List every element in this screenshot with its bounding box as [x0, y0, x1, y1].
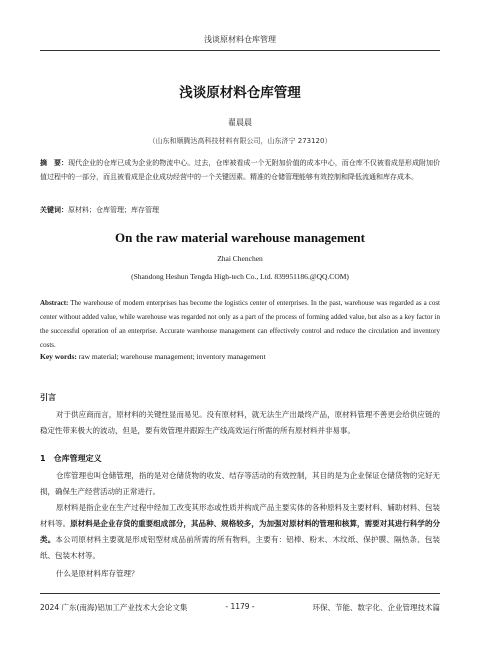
company-materials: 本公司原材料主要就是形成铝型材成品前所需的所有物料，主要有：铝棒、粉末、木纹纸、保护膜、隔热条、包装纸、包装木材等。 [40, 535, 441, 560]
running-head: 浅谈原材料仓库管理 [204, 35, 276, 44]
chinese-abstract-label: 摘 要： [40, 159, 69, 167]
chinese-keywords-text: 原材料；仓库管理；库存管理 [68, 206, 159, 214]
english-keywords [40, 352, 440, 361]
chinese-affiliation: （山东和顺腾达高科技材料有限公司，山东济宁 273120） [148, 137, 332, 145]
footer-section: 环保、节能、数字化、企业管理技术篇 [312, 603, 440, 612]
introduction-paragraph: 对于供应商而言，原材料的关键性显而易见。没有原材料，就无法生产出最终产品，原材料管理不善更会给供应链的稳定性带来极大的波动，但是，要有效管理并跟踪生产线高效运行所需的所有原材料并非易事。 [40, 410, 440, 435]
section-1-heading: 1 仓库管理定义 [40, 454, 102, 463]
page-footer [40, 602, 440, 616]
raw-material-definition: 原材料是指企业在生产过程中经加工改变其形态或性质并构成产品主要实体的各种原料及主要材料、辅助材料、包装材料等。 [40, 503, 440, 528]
english-keywords-label: Key words: [40, 352, 77, 361]
chinese-title: 浅谈原材料仓库管理 [179, 85, 301, 101]
english-title: On the raw material warehouse management [115, 230, 365, 245]
raw-material-emphasis: 原材料是企业存货的重要组成部分，其品种、规格较多，为加强对原材料的管理和核算，需要对其进行科学的分类。 [40, 519, 441, 544]
footer-rule [40, 593, 440, 594]
page-number: - 1179 - [225, 602, 255, 611]
chinese-abstract-text: 现代企业的仓库已成为企业的物流中心。过去，仓库被看成一个无附加价值的成本中心，而仓库不仅被看成是形成附加价值过程中的一部分，而且被看成是企业成功经营中的一个关键因素。精准的仓储管理能够有效控制和降低流通和库存成本。 [40, 159, 441, 181]
chinese-keywords [40, 205, 440, 215]
english-abstract-label: Abstract: [40, 299, 69, 307]
raw-material-paragraph [40, 500, 440, 564]
english-keywords-text: raw material; warehouse management; inventory management [76, 352, 266, 361]
english-abstract-text: The warehouse of modern enterprises has become the logistics center of enterprises. In the past, warehouse was regarded as a cost center without added value, while warehouse was regarded not only as a part of the process of forming added value, but also as a key factor in the successful operation of an enterprise. Accurate warehouse management can effectively control and reduce the circulation and inventory costs. [40, 299, 440, 349]
footer-proceedings: 2024 广东(南海)铝加工产业技术大会论文集 [40, 603, 188, 612]
chinese-author: 翟晨晨 [228, 118, 252, 127]
warehouse-definition-paragraph: 仓库管理也叫仓储管理，指的是对仓储货物的收发、结存等活动的有效控制，其目的是为企业保证仓储货物的完好无损，确保生产经营活动的正常进行。 [40, 471, 440, 496]
header-rule [40, 50, 440, 51]
chinese-abstract [40, 156, 440, 184]
english-author: Zhai Chenchen [217, 254, 263, 263]
introduction-heading: 引言 [40, 393, 56, 402]
english-abstract [40, 296, 440, 352]
chinese-keywords-label: 关键词： [40, 206, 68, 214]
english-affiliation: (Shandong Heshun Tengda High-tech Co., Ltd. 839951186.@QQ.COM) [131, 272, 349, 281]
inventory-question: 什么是原材料库存管理？ [56, 569, 139, 578]
